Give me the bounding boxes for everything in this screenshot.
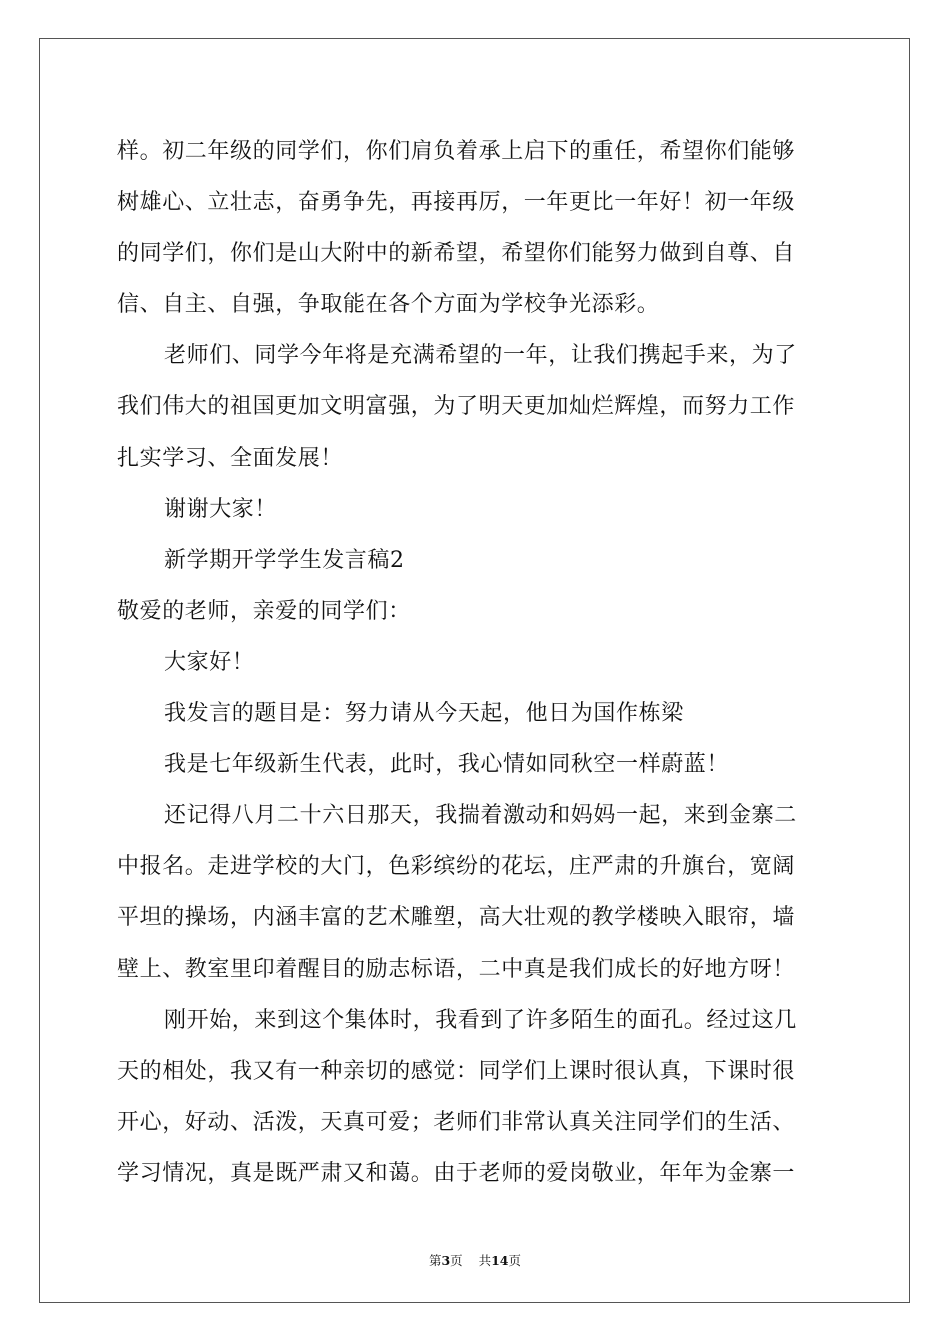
text-line: 开心，好动、活泼，天真可爱；老师们非常认真关注同学们的生活、 — [117, 1109, 796, 1135]
text-line: 样。初二年级的同学们，你们肩负着承上启下的重任，希望你们能够 — [117, 139, 796, 164]
page-number: 3 — [441, 1253, 451, 1268]
page-footer — [0, 1253, 950, 1269]
text-line: 天的相处，我又有一种亲切的感觉：同学们上课时很认真，下课时很 — [117, 1058, 796, 1084]
document-body — [117, 126, 837, 1199]
total-pages: 14 — [491, 1253, 509, 1268]
text-line: 的同学们，你们是山大附中的新希望，希望你们能努力做到自尊、自 — [117, 241, 796, 267]
greeting: 大家好！ — [164, 649, 255, 675]
paragraph-start: 刚开始，来到这个集体时，我看到了许多陌生的面孔。经过这几 — [164, 1007, 797, 1033]
speech-topic: 我发言的题目是：努力请从今天起，他日为国作栋梁 — [164, 701, 684, 727]
paragraph-start: 还记得八月二十六日那天，我揣着激动和妈妈一起，来到金寨二 — [164, 803, 797, 829]
paragraph-start: 我是七年级新生代表，此时，我心情如同秋空一样蔚蓝！ — [164, 752, 730, 778]
text-line: 树雄心、立壮志，奋勇争先，再接再厉，一年更比一年好！初一年级 — [117, 190, 796, 216]
salutation: 敬爱的老师，亲爱的同学们： — [117, 598, 411, 624]
total-prefix: 共 — [478, 1253, 492, 1268]
text-line: 扎实学习、全面发展！ — [117, 445, 344, 471]
paragraph-start: 老师们、同学今年将是充满希望的一年，让我们携起手来，为了 — [164, 343, 797, 369]
thanks-line: 谢谢大家！ — [164, 496, 278, 522]
section-title: 新学期开学学生发言稿2 — [164, 547, 405, 573]
text-line: 学习情况，真是既严肃又和蔼。由于老师的爱岗敬业，年年为金寨一 — [117, 1160, 796, 1186]
text-line: 中报名。走进学校的大门，色彩缤纷的花坛，庄严肃的升旗台，宽阔 — [117, 854, 796, 880]
page-prefix: 第 — [428, 1253, 442, 1268]
text-line: 壁上、教室里印着醒目的励志标语，二中真是我们成长的好地方呀！ — [117, 956, 796, 982]
text-line: 平坦的操场，内涵丰富的艺术雕塑，高大壮观的教学楼映入眼帘，墙 — [117, 905, 796, 931]
text-line: 我们伟大的祖国更加文明富强，为了明天更加灿烂辉煌，而努力工作 — [117, 394, 796, 420]
page-unit: 页 — [450, 1253, 463, 1268]
text-line: 信、自主、自强，争取能在各个方面为学校争光添彩。 — [117, 292, 660, 318]
total-unit: 页 — [508, 1253, 522, 1268]
